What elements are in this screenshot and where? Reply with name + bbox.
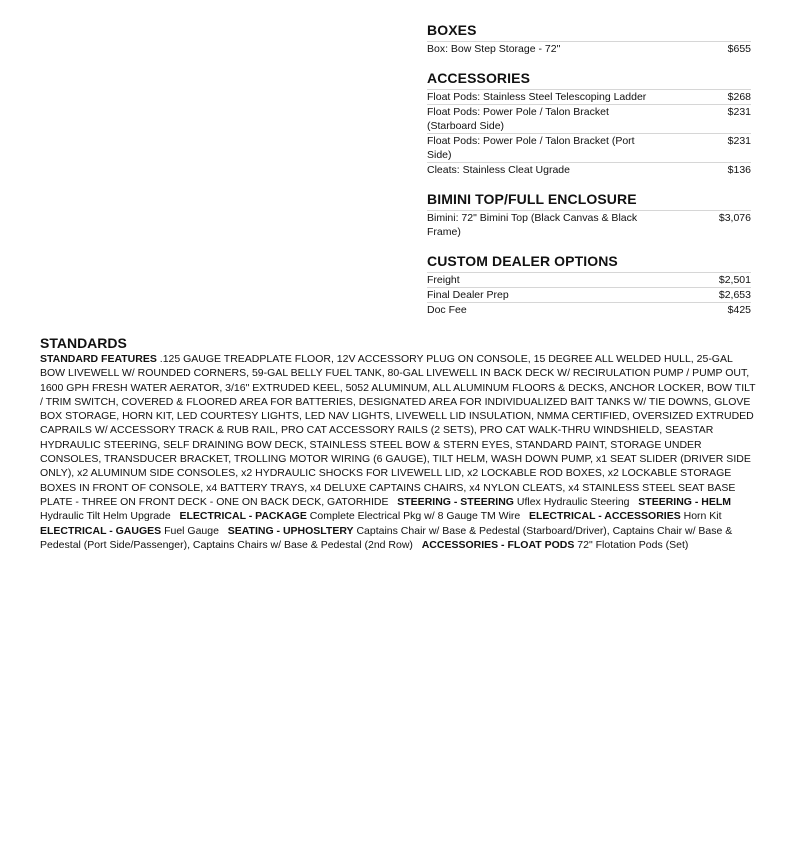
- standards-title: STANDARDS: [40, 335, 127, 351]
- item-price: $268: [727, 91, 751, 103]
- section-boxes: [427, 22, 751, 56]
- standards-text: [40, 352, 760, 552]
- standards-label: ELECTRICAL - PACKAGE: [179, 510, 307, 523]
- standards-value: Complete Electrical Pkg w/ 8 Gauge TM Wire: [309, 510, 521, 523]
- item-description: Box: Bow Step Storage - 72": [427, 43, 561, 55]
- line-item: [427, 287, 751, 302]
- line-item: [427, 302, 751, 317]
- item-price: $231: [727, 135, 751, 147]
- standards-label: ELECTRICAL - GAUGES: [40, 524, 162, 537]
- item-description: Cleats: Stainless Cleat Ugrade: [427, 164, 570, 176]
- standards-label: ACCESSORIES - FLOAT PODS: [421, 538, 575, 551]
- item-description: Float Pods: Power Pole / Talon Bracket (Starboard Side): [427, 106, 609, 132]
- section-bimini: [427, 191, 751, 239]
- item-price: $655: [727, 43, 751, 55]
- line-item: [427, 41, 751, 56]
- item-price: $2,653: [718, 289, 751, 301]
- section-title: BIMINI TOP/FULL ENCLOSURE: [427, 191, 637, 207]
- options-list: [427, 22, 751, 331]
- standards-value: Uflex Hydraulic Steering: [516, 495, 630, 508]
- item-description: Float Pods: Power Pole / Talon Bracket (Port Side): [427, 135, 635, 161]
- standards-value: .125 GAUGE TREADPLATE FLOOR, 12V ACCESSORY PLUG ON CONSOLE, 15 DEGREE ALL WELDED HULL, 25-GAL BOW LIVEWELL W/ ROUNDED CORNERS, 59-GAL BELLY FUEL TANK, 80-GAL LIVEWELL IN BACK DECK W/ RECIRULATION PUMP / PUMP OUT, 1600 GPH FRESH WATER AERATOR, 3/16" EXTRUDED KEEL, 5052 ALUMINUM, ALL ALUMINUM FLOORS & DECKS, ANCHOR LOCKER, BOW TILT / TRIM SWITCH, COVERED & FLOORED AREA FOR BATTERIES, DESIGNATED AREA FOR INDIVIDUALIZED BAIT TANKS W/ TIE DOWNS, GLOVE BOX STORAGE, HORN KIT, LED COURTESY LIGHTS, LED NAV LIGHTS, LIVEWELL LID INSULATION, NMMA CERTIFIED, OVERSIZED EXTRUDED CAPRAILS W/ ACCESSORY TRACK & RUB RAIL, PRO CAT ACCESSORY RAILS (2 SETS), PRO CAT WALK-THRU WINDSHIELD, SEASTAR HYDRAULIC STEERING, SELF DRAINING BOW DECK, STAINLESS STEEL BOW & STERN EYES, STANDARD PAINT, STORAGE UNDER CONSOLES, TRANSDUCER BRACKET, TROLLING MOTOR WIRING (6 GAUGE), TILT HELM, WASH DOWN PUMP, x1 SEAT SLIDER (DRIVER SIDE ONLY), x2 ALUMINUM SIDE CONSOLES, x2 HYDRAULIC SHOCKS FOR LIVEWELL LID, x2 LOCKABLE ROD BOXES, x2 LOCKABLE STORAGE BOXES IN FRONT OF CONSOLE, x4 BATTERY TRAYS, x4 DELUXE CAPTAINS CHAIRS, x4 NYLON CLEATS, x4 STAINLESS STEEL SEAT BASE PLATE - THREE ON FRONT DECK - ONE ON BACK DECK, GATORHIDE: [40, 353, 756, 508]
- item-description: Doc Fee: [427, 304, 467, 316]
- line-item: [427, 89, 751, 104]
- standards-value: Fuel Gauge: [164, 524, 219, 537]
- item-description: Float Pods: Stainless Steel Telescoping Ladder: [427, 91, 647, 103]
- section-dealer-options: [427, 253, 751, 317]
- line-item: [427, 210, 751, 239]
- item-price: $425: [727, 304, 751, 316]
- standards-value: Hydraulic Tilt Helm Upgrade: [40, 510, 171, 523]
- section-accessories: [427, 70, 751, 177]
- section-title: CUSTOM DEALER OPTIONS: [427, 253, 618, 269]
- section-title: BOXES: [427, 22, 477, 38]
- standards-value: 72" Flotation Pods (Set): [577, 538, 689, 551]
- standards-label: SEATING - UPHOSLTERY: [227, 524, 354, 537]
- item-description: Bimini: 72" Bimini Top (Black Canvas & Black Frame): [427, 212, 638, 238]
- standards-label: STANDARD FEATURES: [40, 353, 157, 365]
- standards-label: STEERING - HELM: [638, 495, 732, 508]
- item-description: Freight: [427, 274, 460, 286]
- standards-value: Captains Chair w/ Base & Pedestal (Starboard/Driver), Captains Chair w/ Base & Pedestal (Port Side/Passenger), Captains Chairs w/ Base & Pedestal (2nd Row): [40, 524, 733, 551]
- standards-value: Horn Kit: [683, 510, 722, 523]
- item-price: $2,501: [718, 274, 751, 286]
- standards-section: [40, 335, 760, 552]
- line-item: [427, 272, 751, 287]
- line-item: [427, 104, 751, 133]
- item-description: Final Dealer Prep: [427, 289, 509, 301]
- item-price: $136: [727, 164, 751, 176]
- standards-label: ELECTRICAL - ACCESSORIES: [529, 510, 681, 523]
- item-price: $231: [727, 106, 751, 118]
- item-price: $3,076: [718, 212, 751, 224]
- line-item: [427, 133, 751, 162]
- standards-label: STEERING - STEERING: [397, 495, 514, 508]
- section-title: ACCESSORIES: [427, 70, 531, 86]
- line-item: [427, 162, 751, 177]
